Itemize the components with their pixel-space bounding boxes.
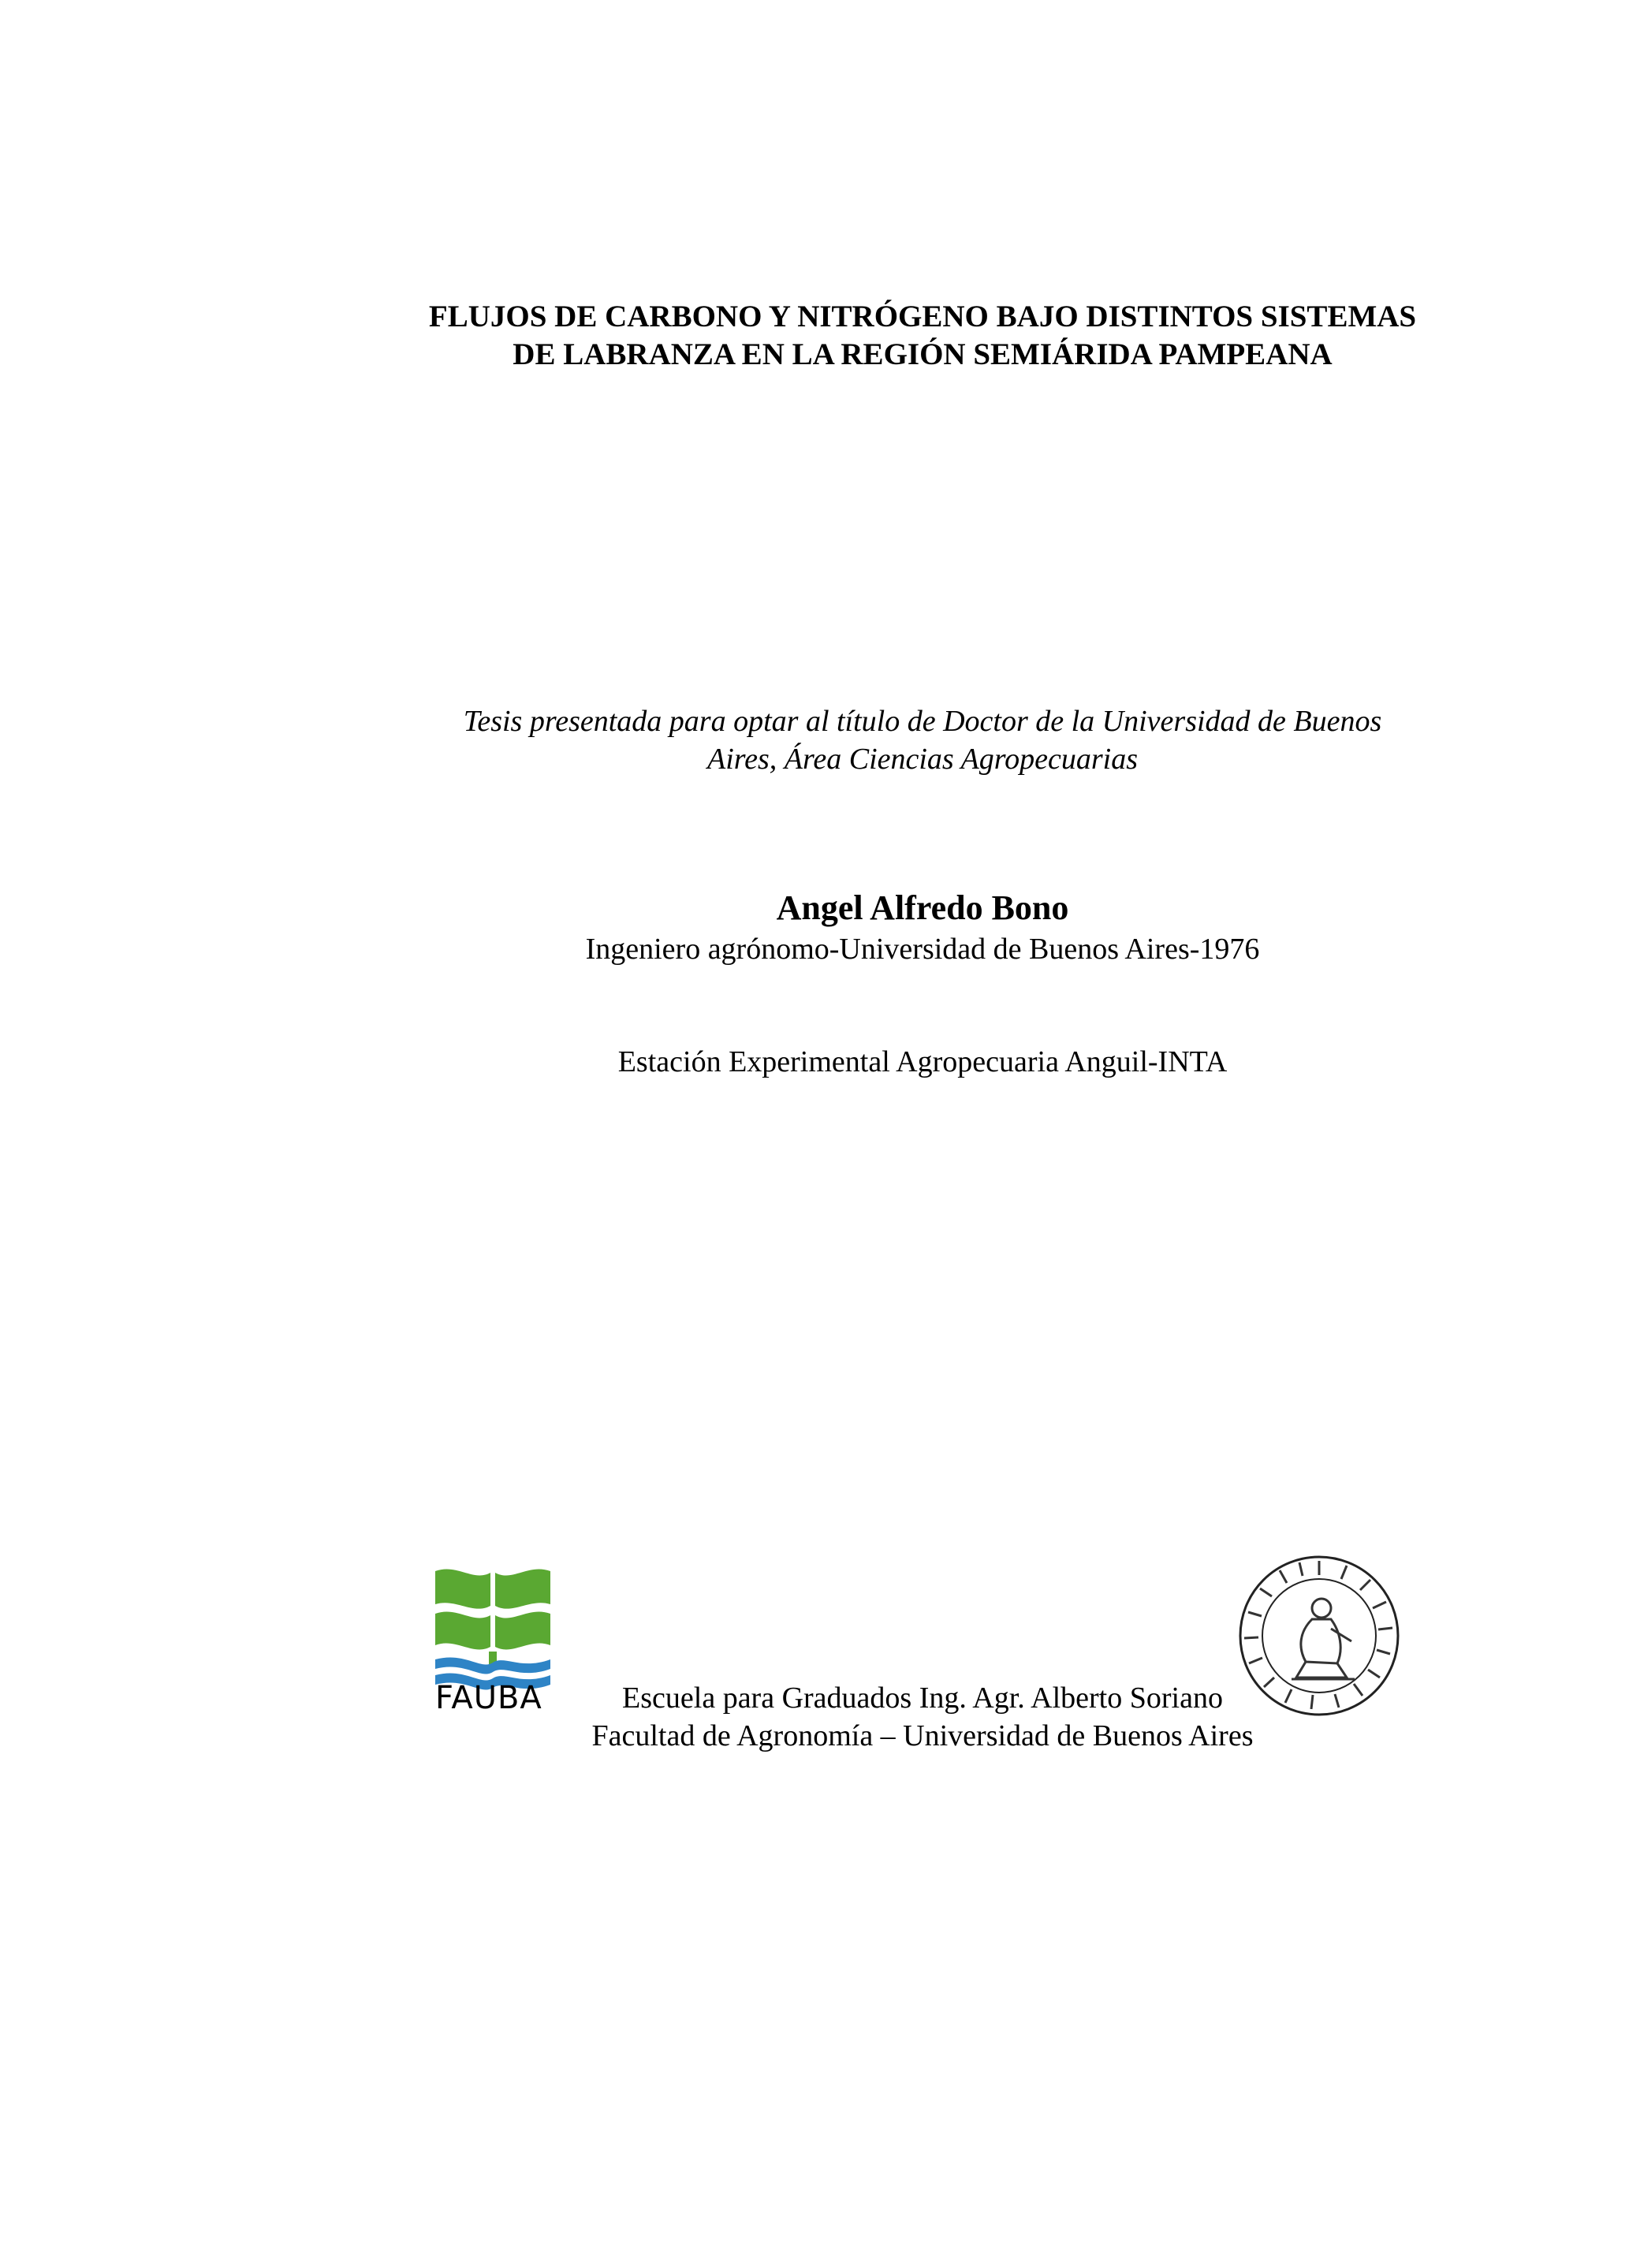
thesis-title-line-1: FLUJOS DE CARBONO Y NITRÓGENO BAJO DISTINTOS SISTEMAS: [428, 300, 1417, 333]
author-degree: Ingeniero agrónomo-Universidad de Buenos Aires-1976: [585, 933, 1260, 966]
graduate-school-line-1: Escuela para Graduados Ing. Agr. Alberto Soriano: [622, 1681, 1223, 1715]
thesis-subtitle: [331, 702, 1514, 778]
graduate-school: [505, 1679, 1340, 1755]
graduate-school-line-2: Facultad de Agronomía – Universidad de Buenos Aires: [591, 1719, 1254, 1752]
thesis-subtitle-line-2: Aires, Área Ciencias Agropecuarias: [706, 743, 1138, 776]
university-seal-icon: [1236, 1553, 1402, 1719]
thesis-subtitle-line-1: Tesis presentada para optar al título de Doctor de la Universidad de Buenos: [463, 705, 1382, 738]
thesis-title-line-2: DE LABRANZA EN LA REGIÓN SEMIÁRIDA PAMPEANA: [513, 337, 1333, 371]
research-station: Estación Experimental Agropecuaria Anguil-INTA: [617, 1045, 1228, 1078]
thesis-title: [331, 298, 1514, 374]
author-name: Angel Alfredo Bono: [776, 888, 1069, 927]
fauba-label: FAUBA: [435, 1680, 542, 1716]
